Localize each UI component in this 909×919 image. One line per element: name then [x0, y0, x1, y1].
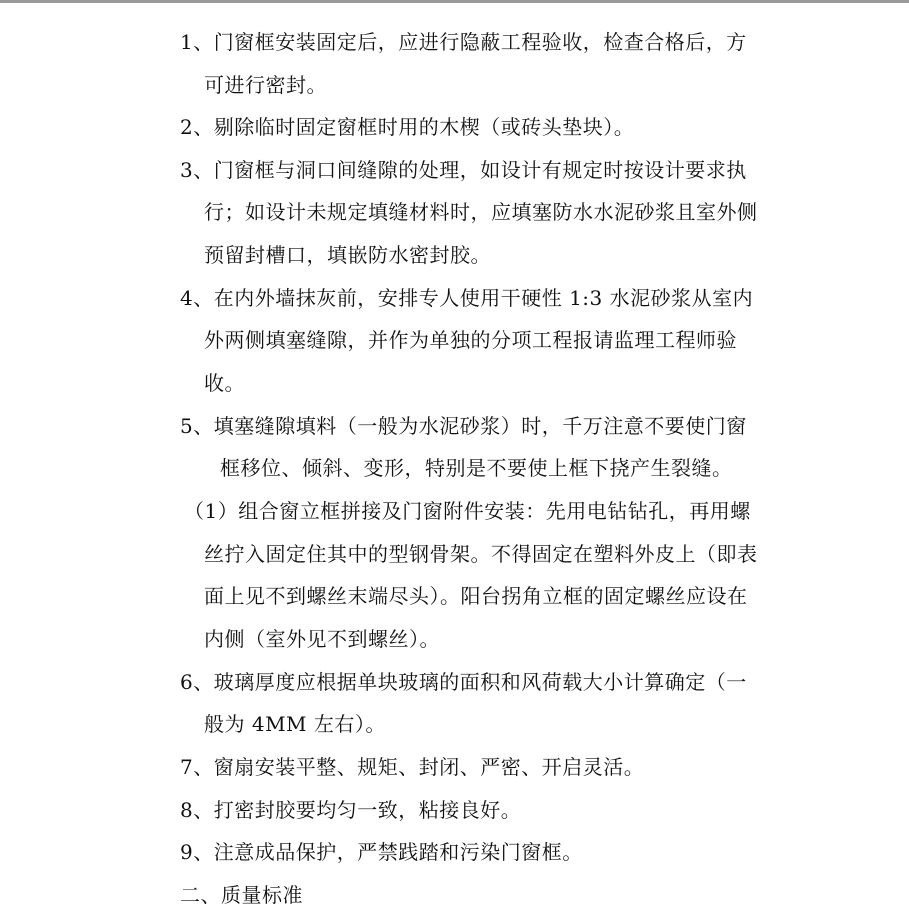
text-line: 面上见不到螺丝末端尽头）。阳台拐角立框的固定螺丝应设在 [204, 584, 748, 608]
text-line: 2、剔除临时固定窗框时用的木楔（或砖头垫块）。 [180, 115, 635, 139]
text-line: 可进行密封。 [204, 73, 327, 97]
text-line: 内侧（室外见不到螺丝）。 [204, 627, 440, 651]
text-line: 收。 [204, 371, 245, 395]
text-line: 6、玻璃厚度应根据单块玻璃的面积和风荷载大小计算确定（一 [180, 670, 747, 694]
text-line: 丝拧入固定住其中的型钢骨架。不得固定在塑料外皮上（即表 [204, 542, 758, 566]
text-line: 9、注意成品保护，严禁践踏和污染门窗框。 [180, 840, 583, 864]
section-heading: 二、质量标准 [180, 883, 303, 907]
text-line: （1）组合窗立框拼接及门窗附件安装：先用电钻钻孔，再用螺 [184, 499, 751, 523]
text-line: 4、在内外墙抹灰前，安排专人使用干硬性 1:3 水泥砂浆从室内 [180, 286, 754, 310]
text-line: 5、填塞缝隙填料（一般为水泥砂浆）时，千万注意不要使门窗 [180, 414, 747, 438]
text-line: 预留封槽口，填嵌防水密封胶。 [204, 243, 491, 267]
text-line: 行；如设计未规定填缝材料时，应填塞防水水泥砂浆且室外侧 [204, 200, 758, 224]
text-line: 8、打密封胶要均匀一致，粘接良好。 [180, 798, 522, 822]
text-line: 框移位、倾斜、变形，特别是不要使上框下挠产生裂缝。 [220, 456, 733, 480]
text-line: 1、门窗框安装固定后，应进行隐蔽工程验收，检查合格后，方 [180, 30, 747, 54]
text-line: 7、窗扇安装平整、规矩、封闭、严密、开启灵活。 [180, 755, 645, 779]
text-line: 般为 4MM 左右）。 [204, 712, 386, 736]
text-line: 外两侧填塞缝隙，并作为单独的分项工程报请监理工程师验 [204, 328, 737, 352]
text-line: 3、门窗框与洞口间缝隙的处理，如设计有规定时按设计要求执 [180, 158, 747, 182]
